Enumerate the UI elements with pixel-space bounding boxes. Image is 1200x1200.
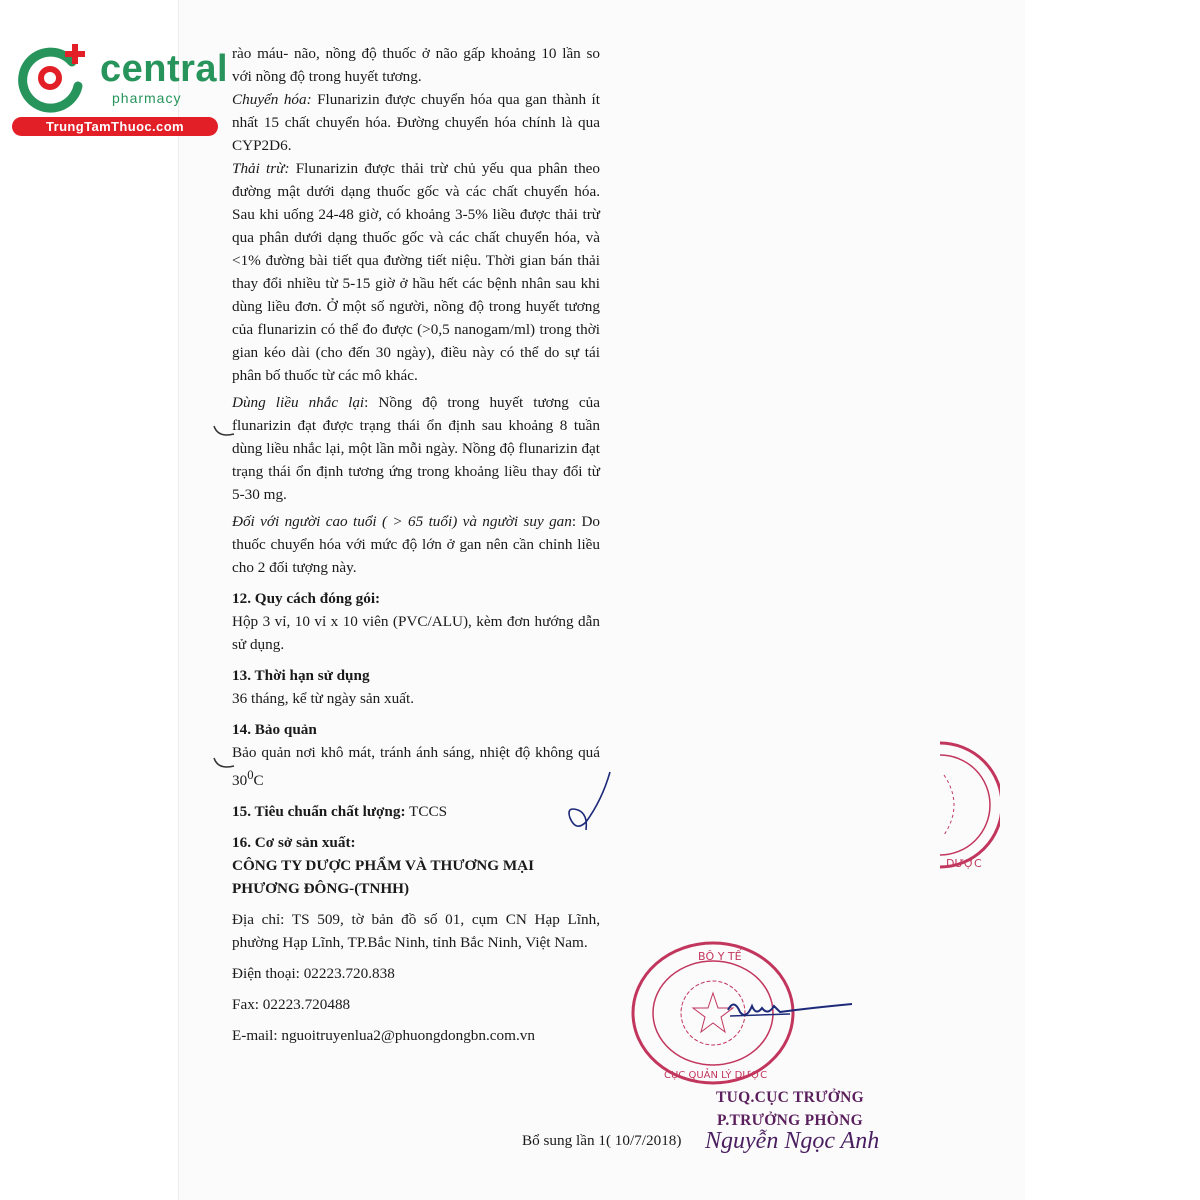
section-12-text: Hộp 3 vỉ, 10 vỉ x 10 viên (PVC/ALU), kèm đơn hướng dẫn sử dụng. [232,613,600,653]
scan-mark-icon [212,756,236,772]
paragraph-metabolism [232,88,600,157]
elderly-text: : Do thuốc chuyển hóa với mức độ lớn ở gan nên cần chỉnh liều cho 2 đối tượng này. [232,513,600,576]
company-email[interactable]: E-mail: nguoitruyenlua2@phuongdongbn.com.vn [232,1027,535,1045]
signature-title-1: TUQ.CỤC TRƯỞNG [715,1089,864,1106]
section-13-text: 36 tháng, kể từ ngày sản xuất. [232,690,415,707]
signature-block [690,1086,890,1132]
scan-mark-icon [212,424,236,440]
elimination-text: Flunarizin được thải trừ chủ yếu qua phân theo đường mật dưới dạng thuốc gốc và các chất chuyển hóa. Sau khi uống 24-48 giờ, có khoảng 3-5% liều được thải trừ qua phân dưới dạng thuốc gốc và các chất chuyển hóa, và <1% đường bài tiết qua đường tiết niệu. Thời gian bán thải thay đổi nhiều từ 5-15 giờ ở hầu hết các bệnh nhân sau khi dùng liều đơn. Ở một số người, nồng độ trong huyết tương của flunarizin có thể đo được (>0,5 nanogam/ml) trong thời gian kéo dài (cho đến 30 ngày), điều này có thể do sự tái phân bố thuốc từ các mô khác. [232,160,600,384]
storage-unit: C [253,772,264,790]
elderly-label: Đối với người cao tuổi ( > 65 tuổi) và người suy gan [232,513,572,530]
elimination-label: Thải trừ: [232,160,290,177]
central-pharmacy-icon [12,40,92,116]
section-14-title: 14. Bảo quản [232,721,317,738]
company-name-line2: PHƯƠNG ĐÔNG-(TNHH) [232,880,410,898]
partial-seal-icon [930,735,1000,875]
section-13-title: 13. Thời hạn sử dụng [232,667,370,684]
paragraph-elderly [232,510,600,579]
paragraph-repeat-dose [232,391,600,506]
company-address: Địa chỉ: TS 509, tờ bản đồ số 01, cụm CN Hạp Lĩnh, phường Hạp Lĩnh, TP.Bắc Ninh, tỉnh Bắc Ninh, Việt Nam. [232,911,600,952]
metabolism-text: Flunarizin được chuyển hóa qua gan thành ít nhất 15 chất chuyển hóa. Đường chuyển hóa chính là qua CYP2D6. [232,91,600,154]
company-name-line1: CÔNG TY DƯỢC PHẨM VÀ THƯƠNG MẠI [232,857,535,875]
section-12-title: 12. Quy cách đóng gói: [232,590,381,607]
section-15-title: 15. Tiêu chuẩn chất lượng: [232,803,406,821]
storage-text: Bảo quản nơi khô mát, tránh ánh sáng, nhiệt độ không quá 30 [232,744,600,790]
brand-site[interactable]: TrungTamThuoc.com [12,117,218,136]
repeat-dose-label: Dùng liều nhắc lại [232,394,365,411]
director-signature-icon [720,990,860,1030]
section-16-title: 16. Cơ sở sản xuất: [232,834,356,852]
signer-name: Nguyễn Ngọc Anh [705,1128,880,1154]
supplement-note: Bổ sung lần 1( 10/7/2018) [522,1132,682,1149]
document-body [232,42,600,1047]
degree-sup: 0 [247,768,254,782]
section-14-text [232,741,600,792]
section-15-text: TCCS [405,803,448,821]
svg-text:BỘ Y TẾ: BỘ Y TẾ [698,950,742,963]
brand-logo[interactable] [10,38,229,138]
signature-title-2: P.TRƯỞNG PHÒNG [716,1112,863,1129]
svg-text:CỤC QUẢN LÝ DƯỢC: CỤC QUẢN LÝ DƯỢC [664,1070,768,1081]
company-phone: Điện thoại: 02223.720.838 [232,965,395,983]
signature-scribble-icon [556,770,616,836]
repeat-dose-text: : Nồng độ trong huyết tương của flunarizin đạt được trạng thái ổn định sau khoảng 8 tuần dùng liều nhắc lại, một lần mỗi ngày. Nồng độ flunarizin đạt trạng thái ổn định tương ứng trong khoảng liều thay đổi từ 5-30 mg. [232,394,601,503]
svg-text:DƯỢC: DƯỢC [946,857,982,870]
paragraph-distribution: rào máu- não, nồng độ thuốc ở não gấp khoảng 10 lần so với nồng độ trong huyết tương. [232,45,600,85]
metabolism-label: Chuyển hóa: [232,91,312,108]
section-15 [232,800,600,823]
brand-name: central [100,48,229,90]
brand-sub: pharmacy [112,90,182,106]
company-fax: Fax: 02223.720488 [232,996,351,1014]
paragraph-elimination [232,157,600,387]
